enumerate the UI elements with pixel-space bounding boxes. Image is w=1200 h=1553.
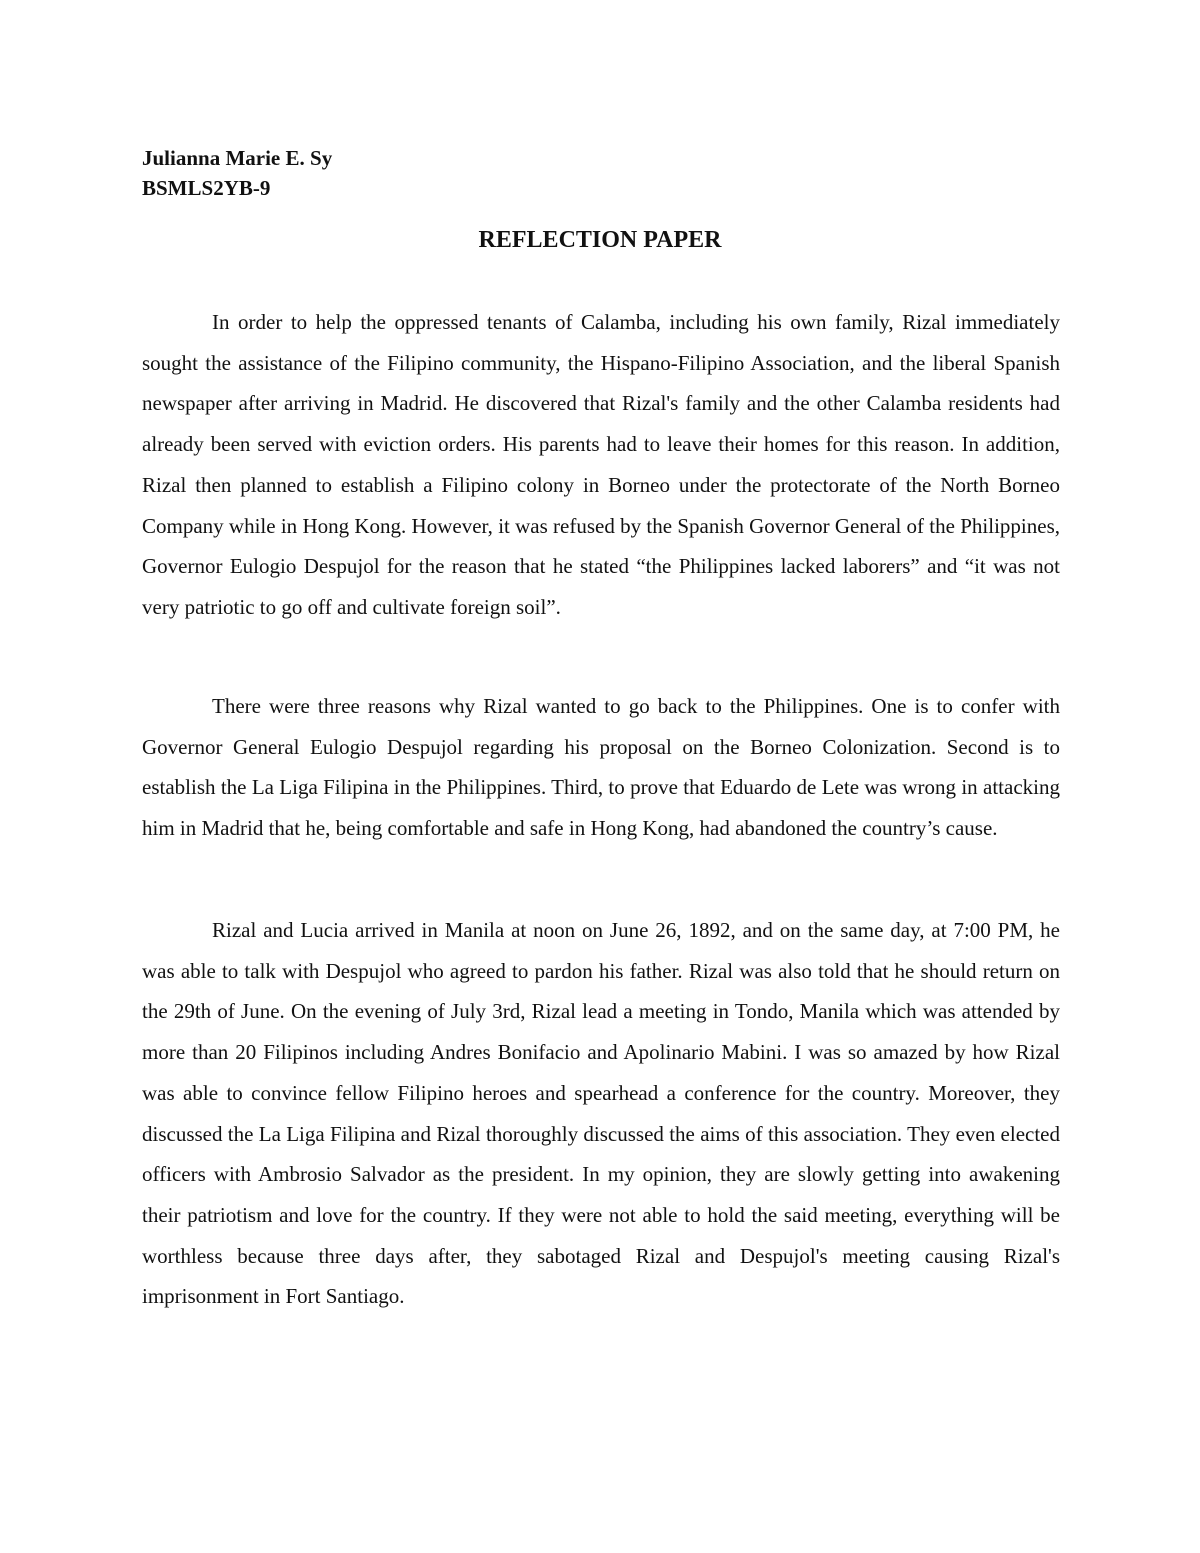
author-block [142,143,332,203]
author-section: BSMLS2YB-9 [142,176,271,200]
paragraph-2: There were three reasons why Rizal wanted to go back to the Philippines. One is to confer with Governor General Eulogio Despujol regarding his proposal on the Borneo Colonization. Second is to establish the La Liga Filipina in the Philippines. Third, to prove that Eduardo de Lete was wrong in attacking him in Madrid that he, being comfortable and safe in Hong Kong, had abandoned the country’s cause. [142,694,1060,841]
document-title: REFLECTION PAPER [478,227,722,253]
paragraph-1: In order to help the oppressed tenants of Calamba, including his own family, Rizal immediately sought the assistance of the Filipino community, the Hispano-Filipino Association, and the liberal Spanish newspaper after arriving in Madrid. He discovered that Rizal's family and the other Calamba residents had already been served with eviction orders. His parents had to leave their homes for this reason. In addition, Rizal then planned to establish a Filipino colony in Borneo under the protectorate of the North Borneo Company while in Hong Kong. However, it was refused by the Spanish Governor General of the Philippines, Governor Eulogio Despujol for the reason that he stated “the Philippines lacked laborers” and “it was not very patriotic to go off and cultivate foreign soil”. [142,310,1060,619]
paragraph-3: Rizal and Lucia arrived in Manila at noon on June 26, 1892, and on the same day, at 7:00 PM, he was able to talk with Despujol who agreed to pardon his father. Rizal was also told that he should return on the 29th of June. On the evening of July 3rd, Rizal lead a meeting in Tondo, Manila which was attended by more than 20 Filipinos including Andres Bonifacio and Apolinario Mabini. I was so amazed by how Rizal was able to convince fellow Filipino heroes and spearhead a conference for the country. Moreover, they discussed the La Liga Filipina and Rizal thoroughly discussed the aims of this association. They even elected officers with Ambrosio Salvador as the president. In my opinion, they are slowly getting into awakening their patriotism and love for the country. If they were not able to hold the said meeting, everything will be worthless because three days after, they sabotaged Rizal and Despujol's meeting causing Rizal's imprisonment in Fort Santiago. [142,918,1060,1309]
author-name: Julianna Marie E. Sy [142,146,333,170]
